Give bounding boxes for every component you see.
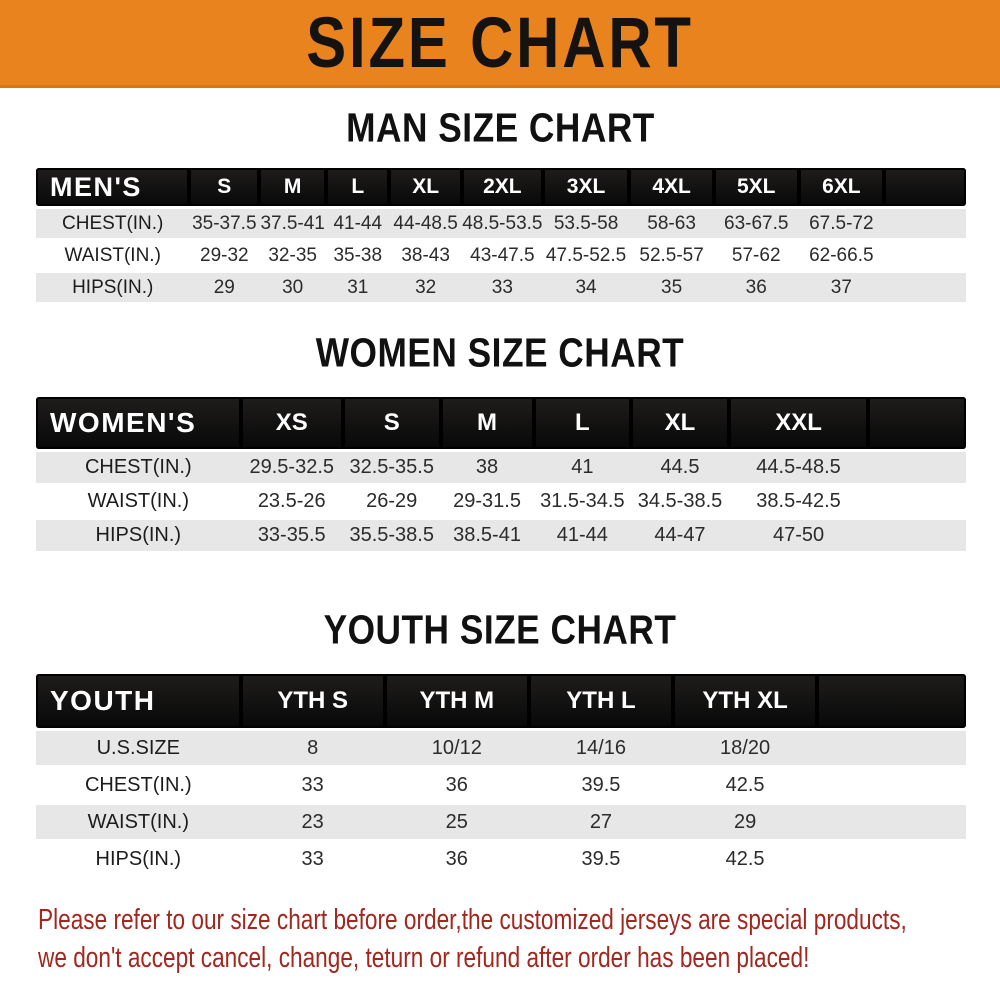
women-size-chart-heading-text: WOMEN SIZE CHART [315,329,685,376]
column-header: 2XL [462,168,543,206]
size-cell: 31 [326,273,389,302]
row-filler [884,241,966,270]
column-header: XXL [729,397,869,449]
header-filler [817,674,966,728]
row-filler [868,452,966,483]
row-label: CHEST(IN.) [36,768,241,802]
row-label: CHEST(IN.) [36,452,241,483]
size-cell: 63-67.5 [714,209,799,238]
column-header: M [259,168,326,206]
size-cell: 41 [534,452,632,483]
header-row [36,674,966,728]
size-cell: 35.5-38.5 [343,520,441,551]
group-label: YOUTH [36,674,241,728]
size-cell: 14/16 [529,731,673,765]
table-row [36,731,966,765]
youth-size-chart-heading-text: YOUTH SIZE CHART [323,606,677,653]
column-header: S [189,168,259,206]
table-row [36,273,966,302]
row-label: U.S.SIZE [36,731,241,765]
banner-title: SIZE CHART [306,2,694,83]
size-cell: 38.5-42.5 [729,486,869,517]
man-size-chart-heading [0,104,1000,151]
column-header: XS [241,397,343,449]
men-table-header [36,168,966,206]
column-header: 4XL [629,168,714,206]
table-row [36,452,966,483]
column-header: YTH M [385,674,529,728]
size-cell: 36 [385,768,529,802]
youth-size-table [36,671,966,879]
size-cell: 29-31.5 [441,486,534,517]
size-cell: 32-35 [259,241,326,270]
size-cell: 30 [259,273,326,302]
size-cell: 47.5-52.5 [543,241,629,270]
table-row [36,486,966,517]
size-cell: 39.5 [529,842,673,876]
size-cell: 27 [529,805,673,839]
row-label: HIPS(IN.) [36,520,241,551]
size-cell: 34.5-38.5 [631,486,729,517]
size-cell: 33 [241,768,385,802]
size-cell: 33-35.5 [241,520,343,551]
disclaimer-line-2: we don't accept cancel, change, teturn or refund after order has been placed! [38,942,810,974]
size-cell: 47-50 [729,520,869,551]
size-cell: 38-43 [389,241,462,270]
size-cell: 29 [189,273,259,302]
size-cell: 38.5-41 [441,520,534,551]
size-cell: 37.5-41 [259,209,326,238]
size-cell: 33 [462,273,543,302]
size-cell: 36 [385,842,529,876]
size-cell: 33 [241,842,385,876]
column-header: YTH L [529,674,673,728]
size-cell: 18/20 [673,731,817,765]
header-filler [884,168,966,206]
size-cell: 35 [629,273,714,302]
size-cell: 10/12 [385,731,529,765]
row-label: WAIST(IN.) [36,805,241,839]
column-header: XL [389,168,462,206]
table-row [36,209,966,238]
order-disclaimer [38,901,1000,977]
women-table-header [36,397,966,449]
size-cell: 26-29 [343,486,441,517]
row-label: WAIST(IN.) [36,486,241,517]
size-cell: 44-47 [631,520,729,551]
row-filler [868,520,966,551]
size-cell: 41-44 [534,520,632,551]
size-cell: 23 [241,805,385,839]
group-label: MEN'S [36,168,189,206]
table-row [36,842,966,876]
size-cell: 39.5 [529,768,673,802]
row-filler [817,805,966,839]
size-cell: 62-66.5 [799,241,885,270]
size-cell: 36 [714,273,799,302]
size-cell: 43-47.5 [462,241,543,270]
size-cell: 52.5-57 [629,241,714,270]
table-row [36,520,966,551]
table-row [36,805,966,839]
size-cell: 29-32 [189,241,259,270]
column-header: YTH XL [673,674,817,728]
women-size-chart-heading [0,329,1000,376]
size-cell: 32 [389,273,462,302]
size-cell: 31.5-34.5 [534,486,632,517]
table-row [36,768,966,802]
size-cell: 29.5-32.5 [241,452,343,483]
row-filler [868,486,966,517]
row-filler [817,768,966,802]
men-table-body [36,209,966,302]
row-label: WAIST(IN.) [36,241,189,270]
row-label: HIPS(IN.) [36,842,241,876]
men-size-table [36,165,966,305]
column-header: XL [631,397,729,449]
size-cell: 58-63 [629,209,714,238]
youth-table-header [36,674,966,728]
row-filler [817,842,966,876]
table-row [36,241,966,270]
size-cell: 48.5-53.5 [462,209,543,238]
row-filler [884,209,966,238]
size-cell: 32.5-35.5 [343,452,441,483]
size-cell: 23.5-26 [241,486,343,517]
size-cell: 53.5-58 [543,209,629,238]
column-header: YTH S [241,674,385,728]
size-cell: 38 [441,452,534,483]
column-header: L [326,168,389,206]
banner [0,0,1000,88]
header-row [36,397,966,449]
size-cell: 67.5-72 [799,209,885,238]
column-header: L [534,397,632,449]
women-size-table [36,394,966,554]
youth-size-chart-heading [0,606,1000,653]
disclaimer-line-1: Please refer to our size chart before order,the customized jerseys are special products, [38,904,907,936]
women-table-body [36,452,966,551]
size-cell: 57-62 [714,241,799,270]
row-filler [817,731,966,765]
column-header: 5XL [714,168,799,206]
header-row [36,168,966,206]
size-cell: 34 [543,273,629,302]
row-filler [884,273,966,302]
header-filler [868,397,966,449]
youth-table-body [36,731,966,876]
size-cell: 42.5 [673,842,817,876]
size-cell: 25 [385,805,529,839]
size-cell: 37 [799,273,885,302]
size-cell: 44.5 [631,452,729,483]
column-header: S [343,397,441,449]
size-cell: 8 [241,731,385,765]
column-header: 3XL [543,168,629,206]
size-cell: 44.5-48.5 [729,452,869,483]
row-label: CHEST(IN.) [36,209,189,238]
size-cell: 35-37.5 [189,209,259,238]
size-cell: 29 [673,805,817,839]
group-label: WOMEN'S [36,397,241,449]
column-header: 6XL [799,168,885,206]
man-size-chart-heading-text: MAN SIZE CHART [345,104,655,151]
row-label: HIPS(IN.) [36,273,189,302]
size-cell: 42.5 [673,768,817,802]
size-cell: 44-48.5 [389,209,462,238]
size-cell: 35-38 [326,241,389,270]
column-header: M [441,397,534,449]
size-cell: 41-44 [326,209,389,238]
